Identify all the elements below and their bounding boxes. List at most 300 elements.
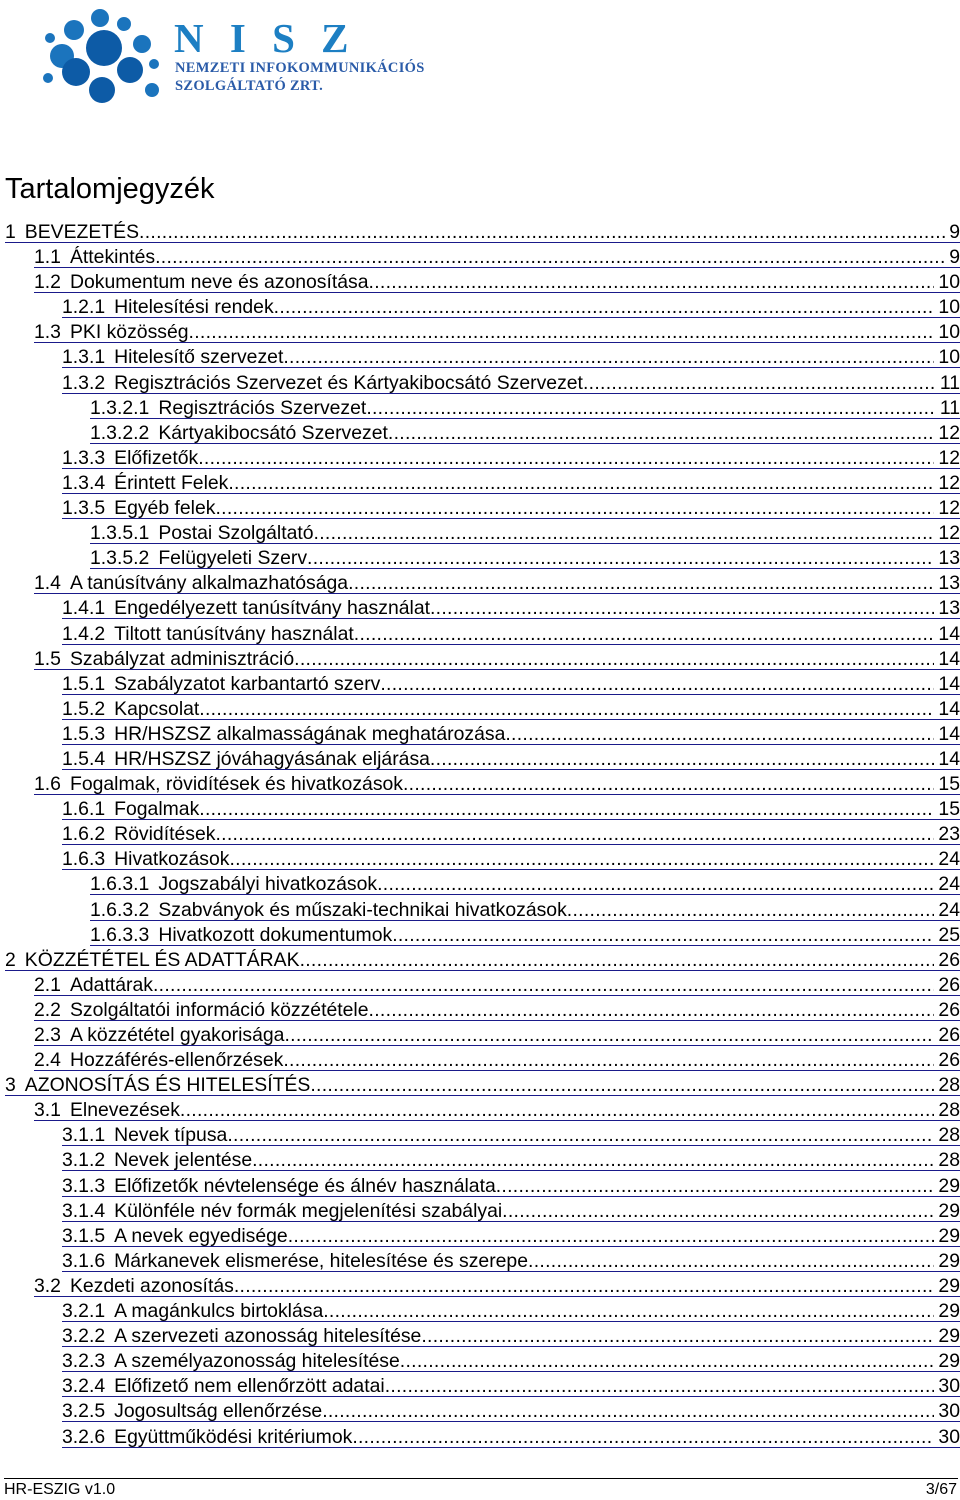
nisz-logo	[42, 6, 442, 110]
toc-entry-number: 2.1	[34, 973, 61, 996]
toc-entry-link[interactable]	[34, 245, 960, 268]
toc-entry-label: Kezdeti azonosítás	[69, 1274, 234, 1297]
toc-row	[0, 546, 960, 571]
toc-entry-page: 9	[949, 221, 960, 243]
toc-entry-number: 1.6.2	[62, 823, 106, 846]
toc-entry-label: Fogalmak	[114, 798, 200, 821]
toc-row	[0, 345, 960, 370]
toc-row	[0, 1123, 960, 1148]
toc-entry-link[interactable]	[62, 672, 960, 695]
toc-entry-link[interactable]	[34, 571, 960, 594]
toc-dot-leader	[274, 295, 935, 319]
toc-row	[0, 1073, 960, 1098]
toc-entry-label: Előfizetők	[114, 446, 199, 469]
toc-dot-leader	[502, 1199, 934, 1223]
toc-entry-label: A magánkulcs birtoklása	[114, 1300, 324, 1323]
toc-entry-link[interactable]	[34, 772, 960, 795]
toc-dot-leader	[369, 998, 935, 1022]
toc-entry-label: Nevek jelentése	[114, 1149, 253, 1172]
toc-entry-label: Fogalmak, rövidítések és hivatkozások	[69, 773, 403, 796]
toc-entry-page: 12	[938, 446, 960, 469]
toc-entry-number: 1.6.1	[62, 798, 106, 821]
toc-dot-leader	[284, 1023, 934, 1047]
toc-entry-page: 29	[938, 1249, 960, 1272]
toc-entry-page: 14	[938, 697, 960, 720]
toc-entry-label: A szervezeti azonosság hitelesítése	[114, 1325, 422, 1348]
toc-entry-label: Előfizetők névtelensége és álnév használata	[114, 1174, 496, 1197]
toc-entry-link[interactable]	[62, 446, 960, 469]
toc-dot-leader	[400, 1349, 935, 1373]
toc-entry-label: Hozzáférés-ellenőrzések	[69, 1049, 284, 1072]
toc-row	[0, 1399, 960, 1424]
toc-entry-page: 12	[938, 471, 960, 494]
toc-entry-number: 3.2.2	[62, 1325, 106, 1348]
toc-entry-label: Egyéb felek	[114, 497, 216, 520]
toc-row	[0, 923, 960, 948]
toc-entry-label: Áttekintés	[69, 246, 156, 269]
toc-entry-number: 1.6.3	[62, 848, 106, 871]
toc-row	[0, 872, 960, 897]
toc-entry-number: 1.2	[34, 271, 61, 294]
toc-entry-link[interactable]	[62, 1224, 960, 1247]
toc-entry-link[interactable]	[62, 596, 960, 619]
toc-dot-leader	[307, 546, 934, 570]
toc-entry-link[interactable]	[62, 697, 960, 720]
toc-row	[0, 571, 960, 596]
toc-dot-leader	[528, 1249, 934, 1273]
toc-row	[0, 270, 960, 295]
toc-entry-number: 1.3.5.2	[90, 547, 150, 570]
toc-entry-number: 2.2	[34, 998, 61, 1021]
toc-entry-number: 2	[5, 948, 16, 971]
toc-entry-label: A személyazonosság hitelesítése	[114, 1350, 400, 1373]
toc-entry-page: 13	[938, 597, 960, 620]
toc-dot-leader	[366, 396, 936, 420]
toc-dot-leader	[283, 345, 934, 369]
toc-entry-link[interactable]	[62, 371, 960, 394]
toc-dot-leader	[229, 847, 934, 871]
toc-entry-number: 1.3.2.1	[90, 396, 150, 419]
toc-entry-link[interactable]	[90, 421, 960, 444]
toc-entry-number: 2.4	[34, 1049, 61, 1072]
toc-row	[0, 1224, 960, 1249]
toc-dot-leader	[252, 1148, 934, 1172]
toc-dot-leader	[377, 872, 934, 896]
toc-entry-number: 1.4.1	[62, 597, 106, 620]
toc-entry-label: Szabályzat adminisztráció	[69, 647, 295, 670]
toc-dot-leader	[385, 1374, 935, 1398]
toc-entry-page: 12	[938, 522, 960, 545]
toc-entry-link[interactable]	[62, 345, 960, 368]
toc-dot-leader	[567, 898, 935, 922]
toc-entry-number: 2.3	[34, 1024, 61, 1046]
toc-dot-leader	[294, 647, 934, 671]
toc-row	[0, 973, 960, 998]
toc-entry-number: 1.3.2	[62, 371, 106, 394]
toc-entry-page: 29	[938, 1274, 960, 1297]
toc-entry-link[interactable]	[62, 847, 960, 870]
toc-entry-number: 3.2.5	[62, 1400, 106, 1423]
toc-dot-leader	[314, 521, 935, 545]
toc-dot-leader	[198, 446, 934, 470]
toc-row	[0, 421, 960, 446]
toc-entry-link[interactable]	[34, 270, 960, 293]
toc-dot-leader	[369, 270, 935, 294]
toc-row	[0, 697, 960, 722]
toc-dot-leader	[228, 471, 934, 495]
toc-row	[0, 647, 960, 672]
toc-entry-number: 1.6.3.1	[90, 873, 150, 896]
toc-entry-link[interactable]	[34, 647, 960, 670]
toc-entry-number: 1.4	[34, 572, 61, 595]
toc-entry-link[interactable]	[34, 998, 960, 1021]
toc-dot-leader	[421, 1324, 934, 1348]
toc-entry-label: HR/HSZSZ jóváhagyásának eljárása	[114, 747, 430, 770]
toc-entry-page: 12	[938, 421, 960, 444]
toc-row	[0, 797, 960, 822]
toc-entry-link[interactable]	[62, 1123, 960, 1146]
toc-entry-page: 14	[938, 647, 960, 670]
toc-entry-link[interactable]	[90, 898, 960, 921]
toc-entry-label: A nevek egyedisége	[114, 1224, 288, 1247]
toc-entry-page: 30	[938, 1400, 960, 1423]
toc-entry-link[interactable]	[90, 396, 960, 419]
toc-entry-link[interactable]	[34, 1274, 960, 1297]
toc-entry-link[interactable]	[5, 1073, 960, 1096]
toc-dot-leader	[215, 496, 934, 520]
toc-entry-label: Nevek típusa	[114, 1124, 228, 1147]
toc-entry-label: HR/HSZSZ alkalmasságának meghatározása	[114, 722, 506, 745]
toc-entry-label: Tiltott tanúsítvány használat	[114, 622, 354, 645]
toc-entry-number: 3	[5, 1074, 16, 1097]
toc-dot-leader	[139, 220, 945, 244]
toc-entry-label: Felügyeleti Szerv	[158, 547, 308, 570]
toc-entry-link[interactable]	[5, 220, 960, 243]
toc-dot-leader	[155, 245, 945, 269]
toc-entry-label: Különféle név formák megjelenítési szabályai	[114, 1199, 503, 1222]
toc-entry-label: Jogszabályi hivatkozások	[158, 873, 378, 896]
toc-row	[0, 446, 960, 471]
toc-entry-label: Postai Szolgáltató	[158, 522, 314, 545]
toc-entry-number: 1.2.1	[62, 296, 106, 319]
toc-dot-leader	[583, 371, 936, 395]
toc-row	[0, 496, 960, 521]
toc-row	[0, 471, 960, 496]
toc-entry-number: 1.3	[34, 321, 61, 344]
toc-entry-label: Előfizető nem ellenőrzött adatai	[114, 1375, 385, 1398]
toc-row	[0, 1425, 960, 1450]
toc-entry-number: 3.1	[34, 1099, 61, 1122]
toc-entry-page: 30	[938, 1425, 960, 1448]
toc-dot-leader	[354, 622, 935, 646]
toc-entry-number: 1.3.5	[62, 497, 106, 520]
toc-row	[0, 245, 960, 270]
toc-entry-number: 1.6.3.3	[90, 923, 150, 946]
toc-entry-page: 13	[938, 547, 960, 570]
toc-entry-label: Együttműködési kritériumok	[114, 1425, 353, 1448]
nisz-logo-icon	[42, 6, 442, 110]
table-of-contents	[0, 220, 960, 1450]
toc-entry-page: 29	[938, 1224, 960, 1247]
toc-entry-label: Hivatkozások	[114, 848, 230, 871]
toc-entry-link[interactable]	[62, 797, 960, 820]
toc-entry-number: 1.6	[34, 773, 61, 796]
toc-dot-leader	[430, 596, 934, 620]
toc-dot-leader	[227, 1123, 934, 1147]
toc-entry-number: 1.1	[34, 246, 61, 269]
toc-dot-leader	[496, 1174, 935, 1198]
toc-entry-page: 29	[938, 1174, 960, 1197]
toc-entry-page: 14	[938, 622, 960, 645]
toc-entry-page: 28	[938, 1074, 960, 1097]
toc-dot-leader	[199, 697, 934, 721]
toc-entry-label: Márkanevek elismerése, hitelesítése és szerepe	[114, 1249, 529, 1272]
toc-entry-page: 26	[938, 1049, 960, 1072]
toc-entry-label: Rövidítések	[114, 823, 216, 846]
toc-entry-number: 3.1.3	[62, 1174, 106, 1197]
toc-dot-leader	[403, 772, 934, 796]
toc-entry-link[interactable]	[62, 1148, 960, 1171]
toc-entry-label: Adattárak	[69, 973, 153, 996]
toc-entry-label: Regisztrációs Szervezet és Kártyakibocsátó Szervezet	[114, 371, 583, 394]
toc-row	[0, 672, 960, 697]
toc-dot-leader	[430, 747, 935, 771]
toc-dot-leader	[234, 1274, 935, 1298]
toc-entry-page: 29	[938, 1199, 960, 1222]
toc-entry-label: Hitelesítő szervezet	[114, 346, 284, 369]
toc-entry-label: KÖZZÉTÉTEL ÉS ADATTÁRAK	[24, 948, 300, 971]
toc-dot-leader	[189, 320, 935, 344]
toc-entry-number: 3.2	[34, 1274, 61, 1297]
toc-entry-link[interactable]	[62, 1174, 960, 1197]
toc-entry-link[interactable]	[62, 1249, 960, 1272]
toc-dot-leader	[310, 1073, 934, 1097]
footer-divider	[4, 1478, 958, 1479]
toc-row	[0, 1174, 960, 1199]
toc-row	[0, 847, 960, 872]
toc-entry-page: 9	[949, 246, 960, 269]
toc-entry-link[interactable]	[62, 1299, 960, 1322]
toc-dot-leader	[388, 421, 935, 445]
toc-entry-link[interactable]	[62, 1349, 960, 1372]
toc-entry-label: Dokumentum neve és azonosítása	[69, 271, 369, 294]
toc-entry-number: 3.2.3	[62, 1350, 106, 1373]
toc-row	[0, 1148, 960, 1173]
toc-entry-link[interactable]	[5, 948, 960, 971]
toc-dot-leader	[322, 1399, 934, 1423]
toc-entry-page: 26	[938, 973, 960, 996]
toc-entry-page: 14	[938, 722, 960, 745]
toc-entry-number: 1.5.4	[62, 747, 106, 770]
toc-entry-link[interactable]	[62, 471, 960, 494]
toc-entry-link[interactable]	[62, 1425, 960, 1448]
toc-entry-label: A közzététel gyakorisága	[69, 1024, 285, 1046]
toc-entry-link[interactable]	[62, 622, 960, 645]
toc-entry-page: 26	[938, 998, 960, 1021]
toc-entry-label: Kapcsolat	[114, 697, 200, 720]
toc-entry-label: Hitelesítési rendek	[114, 296, 274, 319]
toc-dot-leader	[288, 1224, 935, 1248]
toc-entry-page: 29	[938, 1325, 960, 1348]
logo-line-2: SZOLGÁLTATÓ ZRT.	[175, 78, 323, 94]
toc-entry-link[interactable]	[34, 320, 960, 343]
toc-row	[0, 722, 960, 747]
toc-entry-number: 1.3.3	[62, 446, 106, 469]
toc-entry-link[interactable]	[62, 747, 960, 770]
toc-row	[0, 521, 960, 546]
toc-entry-link[interactable]	[90, 521, 960, 544]
toc-entry-page: 24	[938, 898, 960, 921]
toc-row	[0, 1199, 960, 1224]
toc-entry-label: PKI közösség	[69, 321, 189, 344]
toc-row	[0, 220, 960, 245]
toc-entry-link[interactable]	[34, 1023, 960, 1046]
toc-entry-label: Jogosultság ellenőrzése	[114, 1400, 323, 1423]
toc-dot-leader	[199, 797, 934, 821]
toc-row	[0, 1374, 960, 1399]
toc-row	[0, 898, 960, 923]
toc-row	[0, 747, 960, 772]
toc-row	[0, 1299, 960, 1324]
toc-entry-number: 1.3.5.1	[90, 522, 150, 545]
toc-entry-label: BEVEZETÉS	[24, 221, 140, 243]
toc-entry-number: 3.1.1	[62, 1124, 106, 1147]
toc-row	[0, 1274, 960, 1299]
toc-dot-leader	[380, 672, 934, 696]
footer-page-number: 3/67	[925, 1481, 957, 1498]
toc-entry-link[interactable]	[62, 822, 960, 845]
toc-entry-link[interactable]	[62, 1399, 960, 1422]
toc-entry-page: 14	[938, 747, 960, 770]
toc-entry-link[interactable]	[62, 496, 960, 519]
toc-dot-leader	[180, 1098, 935, 1122]
toc-row	[0, 948, 960, 973]
toc-entry-page: 28	[938, 1099, 960, 1122]
toc-row	[0, 1023, 960, 1048]
toc-entry-link[interactable]	[62, 722, 960, 745]
toc-entry-number: 1.5.2	[62, 697, 106, 720]
toc-entry-number: 3.1.2	[62, 1149, 106, 1172]
toc-entry-label: A tanúsítvány alkalmazhatósága	[69, 572, 349, 595]
toc-entry-link[interactable]	[90, 923, 960, 946]
toc-row	[0, 772, 960, 797]
toc-dot-leader	[153, 973, 934, 997]
toc-entry-page: 29	[938, 1350, 960, 1373]
toc-entry-link[interactable]	[62, 1374, 960, 1397]
toc-entry-number: 3.1.5	[62, 1224, 106, 1247]
toc-entry-number: 1.6.3.2	[90, 898, 150, 921]
toc-row	[0, 1098, 960, 1123]
toc-entry-label: Szabályzatot karbantartó szerv	[114, 672, 381, 695]
toc-entry-page: 30	[938, 1375, 960, 1398]
toc-entry-label: Kártyakibocsátó Szervezet	[158, 421, 388, 444]
toc-dot-leader	[348, 571, 934, 595]
toc-entry-page: 28	[938, 1124, 960, 1147]
toc-entry-page: 23	[938, 823, 960, 846]
toc-entry-page: 10	[938, 296, 960, 319]
toc-entry-link[interactable]	[90, 546, 960, 569]
toc-entry-link[interactable]	[90, 872, 960, 895]
toc-entry-number: 1.5	[34, 647, 61, 670]
toc-entry-number: 1.5.1	[62, 672, 106, 695]
toc-entry-number: 3.1.4	[62, 1199, 106, 1222]
toc-entry-link[interactable]	[34, 973, 960, 996]
toc-entry-page: 14	[938, 672, 960, 695]
toc-row	[0, 1249, 960, 1274]
toc-entry-page: 12	[938, 497, 960, 520]
toc-row	[0, 1324, 960, 1349]
toc-entry-link[interactable]	[62, 1199, 960, 1222]
toc-entry-page: 10	[938, 321, 960, 344]
toc-entry-number: 1.5.3	[62, 722, 106, 745]
toc-entry-page: 10	[938, 271, 960, 294]
toc-row	[0, 371, 960, 396]
toc-entry-number: 3.2.6	[62, 1425, 106, 1448]
toc-row	[0, 1048, 960, 1073]
toc-entry-page: 26	[938, 948, 960, 971]
toc-entry-page: 26	[938, 1024, 960, 1046]
toc-entry-number: 1.3.2.2	[90, 421, 150, 444]
toc-entry-number: 1.3.4	[62, 471, 106, 494]
toc-entry-page: 28	[938, 1149, 960, 1172]
toc-entry-label: Hivatkozott dokumentumok	[158, 923, 393, 946]
toc-dot-leader	[283, 1048, 934, 1072]
toc-entry-label: Elnevezések	[69, 1099, 180, 1122]
toc-dot-leader	[392, 923, 934, 947]
toc-entry-number: 3.1.6	[62, 1249, 106, 1272]
toc-row	[0, 320, 960, 345]
toc-dot-leader	[215, 822, 934, 846]
toc-entry-label: Engedélyezett tanúsítvány használat	[114, 597, 430, 620]
toc-row	[0, 822, 960, 847]
toc-row	[0, 998, 960, 1023]
footer-document-id: HR-ESZIG v1.0	[4, 1481, 116, 1498]
toc-dot-leader	[505, 722, 934, 746]
toc-entry-label: Szolgáltatói információ közzététele	[69, 998, 369, 1021]
toc-entry-number: 3.2.4	[62, 1375, 106, 1398]
toc-entry-label: AZONOSÍTÁS ÉS HITELESÍTÉS	[24, 1074, 311, 1097]
toc-entry-page: 11	[939, 371, 960, 394]
toc-entry-link[interactable]	[34, 1048, 960, 1071]
toc-entry-link[interactable]	[62, 1324, 960, 1347]
toc-entry-page: 29	[938, 1300, 960, 1323]
toc-row	[0, 295, 960, 320]
toc-entry-number: 1.4.2	[62, 622, 106, 645]
toc-row	[0, 622, 960, 647]
page-title: Tartalomjegyzék	[5, 173, 215, 205]
toc-row	[0, 596, 960, 621]
toc-entry-label: Szabványok és műszaki-technikai hivatkozások	[158, 898, 567, 921]
logo-line-1: NEMZETI INFOKOMMUNIKÁCIÓS	[175, 60, 425, 76]
toc-dot-leader	[300, 948, 935, 972]
toc-entry-page: 11	[939, 396, 960, 419]
toc-row	[0, 396, 960, 421]
toc-entry-page: 24	[938, 873, 960, 896]
toc-dot-leader	[352, 1425, 934, 1449]
toc-entry-page: 13	[938, 572, 960, 595]
toc-entry-number: 1	[5, 221, 16, 243]
toc-entry-number: 3.2.1	[62, 1300, 106, 1323]
toc-entry-link[interactable]	[62, 295, 960, 318]
toc-row	[0, 1349, 960, 1374]
toc-entry-page: 15	[938, 798, 960, 821]
toc-entry-number: 1.3.1	[62, 346, 106, 369]
toc-dot-leader	[323, 1299, 934, 1323]
toc-entry-link[interactable]	[34, 1098, 960, 1121]
toc-entry-label: Regisztrációs Szervezet	[158, 396, 367, 419]
logo-name: N I S Z	[174, 15, 357, 61]
toc-entry-page: 10	[938, 346, 960, 369]
